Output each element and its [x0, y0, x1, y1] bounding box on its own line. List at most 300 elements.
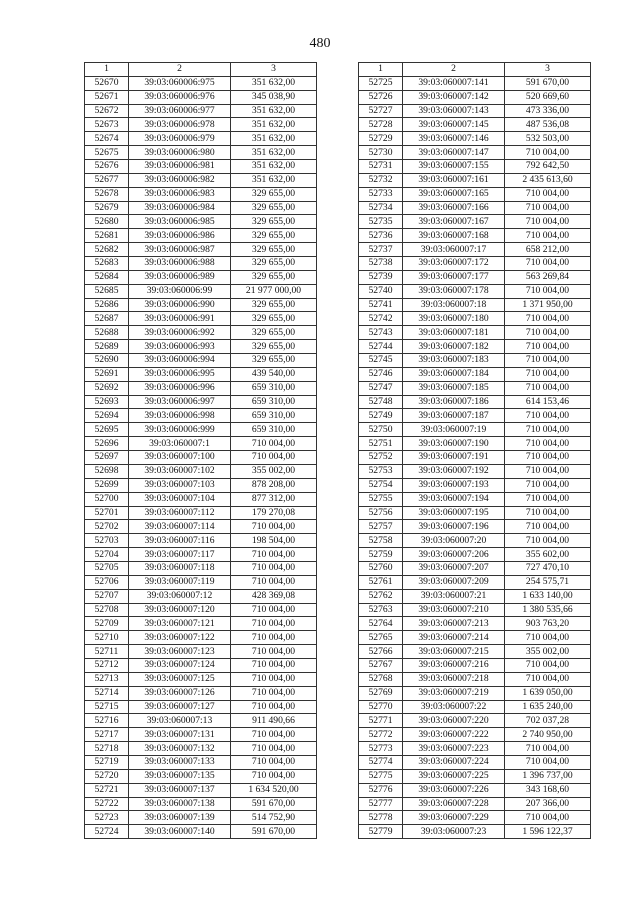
value-cell: 710 004,00: [505, 755, 591, 769]
cadastral-number-cell: 39:03:060007:195: [403, 506, 505, 520]
value-cell: 1 635 240,00: [505, 700, 591, 714]
row-number-cell: 52730: [359, 146, 403, 160]
value-cell: 329 655,00: [231, 354, 317, 368]
cadastral-number-cell: 39:03:060007:191: [403, 451, 505, 465]
cadastral-number-cell: 39:03:060007:209: [403, 575, 505, 589]
row-number-cell: 52758: [359, 534, 403, 548]
cadastral-number-cell: 39:03:060007:185: [403, 381, 505, 395]
value-cell: 329 655,00: [231, 229, 317, 243]
value-cell: 877 312,00: [231, 492, 317, 506]
cadastral-number-cell: 39:03:060007:228: [403, 797, 505, 811]
cadastral-number-cell: 39:03:060006:988: [129, 257, 231, 271]
table-row: [85, 326, 317, 340]
cadastral-number-cell: 39:03:060007:216: [403, 658, 505, 672]
table-row: [359, 90, 591, 104]
page-number: 480: [309, 36, 331, 51]
row-number-cell: 52754: [359, 478, 403, 492]
value-cell: 710 004,00: [505, 284, 591, 298]
row-number-cell: 52672: [85, 104, 129, 118]
value-cell: 439 540,00: [231, 367, 317, 381]
cadastral-number-cell: 39:03:060006:978: [129, 118, 231, 132]
value-cell: 710 004,00: [231, 742, 317, 756]
table-row: [359, 367, 591, 381]
value-cell: 710 004,00: [231, 658, 317, 672]
table-row: [359, 146, 591, 160]
value-cell: 329 655,00: [231, 298, 317, 312]
value-cell: 21 977 000,00: [231, 284, 317, 298]
value-cell: 614 153,46: [505, 395, 591, 409]
table-row: [85, 381, 317, 395]
row-number-cell: 52767: [359, 658, 403, 672]
table-row: [85, 270, 317, 284]
cadastral-number-cell: 39:03:060007:226: [403, 783, 505, 797]
cadastral-number-cell: 39:03:060007:124: [129, 658, 231, 672]
row-number-cell: 52777: [359, 797, 403, 811]
value-cell: 343 168,60: [505, 783, 591, 797]
value-cell: 355 002,00: [505, 645, 591, 659]
row-number-cell: 52748: [359, 395, 403, 409]
value-cell: 1 371 950,00: [505, 298, 591, 312]
value-cell: 710 004,00: [505, 811, 591, 825]
cadastral-number-cell: 39:03:060006:994: [129, 354, 231, 368]
table-row: [85, 755, 317, 769]
row-number-cell: 52700: [85, 492, 129, 506]
value-cell: 1 396 737,00: [505, 769, 591, 783]
table-row: [85, 728, 317, 742]
cadastral-number-cell: 39:03:060007:135: [129, 769, 231, 783]
cadastral-number-cell: 39:03:060007:167: [403, 215, 505, 229]
row-number-cell: 52737: [359, 243, 403, 257]
table-row: [359, 589, 591, 603]
table-row: [85, 700, 317, 714]
table-row: [85, 575, 317, 589]
table-row: [85, 672, 317, 686]
value-cell: 659 310,00: [231, 423, 317, 437]
table-row: [85, 423, 317, 437]
row-number-cell: 52764: [359, 617, 403, 631]
cadastral-number-cell: 39:03:060007:207: [403, 561, 505, 575]
table-row: [85, 257, 317, 271]
row-number-cell: 52731: [359, 160, 403, 174]
table-row: [359, 326, 591, 340]
header-col-1: 1: [85, 63, 129, 77]
cadastral-number-cell: 39:03:060006:983: [129, 187, 231, 201]
table-row: [85, 187, 317, 201]
table-row: [359, 201, 591, 215]
row-number-cell: 52751: [359, 437, 403, 451]
row-number-cell: 52773: [359, 742, 403, 756]
row-number-cell: 52699: [85, 478, 129, 492]
table-row: [359, 381, 591, 395]
table-row: [85, 298, 317, 312]
row-number-cell: 52678: [85, 187, 129, 201]
value-cell: 710 004,00: [231, 755, 317, 769]
row-number-cell: 52738: [359, 257, 403, 271]
value-cell: 351 632,00: [231, 104, 317, 118]
value-cell: 710 004,00: [231, 575, 317, 589]
cadastral-number-cell: 39:03:060007:112: [129, 506, 231, 520]
row-number-cell: 52774: [359, 755, 403, 769]
row-number-cell: 52670: [85, 76, 129, 90]
table-row: [85, 367, 317, 381]
value-cell: 710 004,00: [505, 215, 591, 229]
value-cell: 487 536,08: [505, 118, 591, 132]
value-cell: 727 470,10: [505, 561, 591, 575]
row-number-cell: 52687: [85, 312, 129, 326]
table-row: [85, 312, 317, 326]
table-row: [359, 215, 591, 229]
value-cell: 710 004,00: [231, 672, 317, 686]
row-number-cell: 52736: [359, 229, 403, 243]
row-number-cell: 52671: [85, 90, 129, 104]
cadastral-number-cell: 39:03:060007:220: [403, 714, 505, 728]
table-row: [359, 409, 591, 423]
row-number-cell: 52746: [359, 367, 403, 381]
cadastral-number-cell: 39:03:060006:998: [129, 409, 231, 423]
value-cell: 903 763,20: [505, 617, 591, 631]
value-cell: 710 004,00: [505, 326, 591, 340]
table-row: [359, 451, 591, 465]
table-row: [359, 492, 591, 506]
table-row: [85, 284, 317, 298]
value-cell: 710 004,00: [231, 617, 317, 631]
cadastral-number-cell: 39:03:060007:139: [129, 811, 231, 825]
table-row: [359, 173, 591, 187]
cadastral-number-cell: 39:03:060007:225: [403, 769, 505, 783]
cadastral-number-cell: 39:03:060007:214: [403, 631, 505, 645]
row-number-cell: 52712: [85, 658, 129, 672]
cadastral-number-cell: 39:03:060006:995: [129, 367, 231, 381]
value-cell: 878 208,00: [231, 478, 317, 492]
table-row: [85, 243, 317, 257]
value-cell: 355 002,00: [231, 464, 317, 478]
row-number-cell: 52707: [85, 589, 129, 603]
cadastral-number-cell: 39:03:060007:183: [403, 354, 505, 368]
value-cell: 351 632,00: [231, 118, 317, 132]
table-row: [85, 478, 317, 492]
value-cell: 254 575,71: [505, 575, 591, 589]
table-row: [85, 173, 317, 187]
table-row: [359, 229, 591, 243]
table-row: [85, 76, 317, 90]
row-number-cell: 52755: [359, 492, 403, 506]
table-row: [359, 645, 591, 659]
table-row: [85, 90, 317, 104]
cadastral-number-cell: 39:03:060006:981: [129, 160, 231, 174]
value-cell: 351 632,00: [231, 76, 317, 90]
table-row: [359, 534, 591, 548]
table-row: [85, 742, 317, 756]
cadastral-number-cell: 39:03:060007:114: [129, 520, 231, 534]
value-cell: 351 632,00: [231, 132, 317, 146]
table-row: [85, 589, 317, 603]
cadastral-number-cell: 39:03:060007:192: [403, 464, 505, 478]
cadastral-number-cell: 39:03:060007:140: [129, 825, 231, 839]
value-cell: 1 380 535,66: [505, 603, 591, 617]
cadastral-number-cell: 39:03:060007:13: [129, 714, 231, 728]
cadastral-number-cell: 39:03:060007:1: [129, 437, 231, 451]
cadastral-number-cell: 39:03:060007:196: [403, 520, 505, 534]
table-row: [359, 561, 591, 575]
row-number-cell: 52735: [359, 215, 403, 229]
cadastral-number-cell: 39:03:060007:229: [403, 811, 505, 825]
row-number-cell: 52725: [359, 76, 403, 90]
table-row: [85, 146, 317, 160]
value-cell: 710 004,00: [231, 631, 317, 645]
table-row: [85, 520, 317, 534]
table-row: [85, 451, 317, 465]
table-row: [359, 825, 591, 839]
row-number-cell: 52768: [359, 672, 403, 686]
cadastral-number-cell: 39:03:060007:120: [129, 603, 231, 617]
cadastral-number-cell: 39:03:060007:215: [403, 645, 505, 659]
row-number-cell: 52690: [85, 354, 129, 368]
table-row: [85, 354, 317, 368]
table-row: [85, 160, 317, 174]
row-number-cell: 52711: [85, 645, 129, 659]
cadastral-number-cell: 39:03:060006:996: [129, 381, 231, 395]
row-number-cell: 52716: [85, 714, 129, 728]
table-row: [359, 464, 591, 478]
cadastral-number-cell: 39:03:060007:102: [129, 464, 231, 478]
value-cell: 710 004,00: [231, 728, 317, 742]
row-number-cell: 52681: [85, 229, 129, 243]
cadastral-number-cell: 39:03:060007:222: [403, 728, 505, 742]
cadastral-number-cell: 39:03:060006:99: [129, 284, 231, 298]
value-cell: 473 336,00: [505, 104, 591, 118]
row-number-cell: 52769: [359, 686, 403, 700]
table-row: [359, 437, 591, 451]
cadastral-number-cell: 39:03:060007:194: [403, 492, 505, 506]
row-number-cell: 52727: [359, 104, 403, 118]
value-cell: 658 212,00: [505, 243, 591, 257]
table-row: [85, 132, 317, 146]
value-cell: 329 655,00: [231, 270, 317, 284]
cadastral-number-cell: 39:03:060007:141: [403, 76, 505, 90]
cadastral-number-cell: 39:03:060007:206: [403, 548, 505, 562]
table-row: [359, 423, 591, 437]
row-number-cell: 52691: [85, 367, 129, 381]
value-cell: 710 004,00: [505, 409, 591, 423]
value-cell: 710 004,00: [505, 506, 591, 520]
row-number-cell: 52724: [85, 825, 129, 839]
row-number-cell: 52698: [85, 464, 129, 478]
right-table-body: [359, 76, 591, 838]
left-table: [84, 62, 317, 839]
value-cell: 710 004,00: [231, 451, 317, 465]
table-row: [85, 769, 317, 783]
table-row: [359, 520, 591, 534]
cadastral-number-cell: 39:03:060007:138: [129, 797, 231, 811]
row-number-cell: 52747: [359, 381, 403, 395]
table-row: [85, 215, 317, 229]
row-number-cell: 52689: [85, 340, 129, 354]
value-cell: 563 269,84: [505, 270, 591, 284]
table-row: [85, 506, 317, 520]
header-col-1: 1: [359, 63, 403, 77]
row-number-cell: 52695: [85, 423, 129, 437]
table-row: [359, 714, 591, 728]
table-row: [359, 160, 591, 174]
cadastral-number-cell: 39:03:060007:187: [403, 409, 505, 423]
cadastral-number-cell: 39:03:060006:999: [129, 423, 231, 437]
cadastral-number-cell: 39:03:060007:132: [129, 742, 231, 756]
row-number-cell: 52722: [85, 797, 129, 811]
table-row: [359, 478, 591, 492]
row-number-cell: 52728: [359, 118, 403, 132]
row-number-cell: 52734: [359, 201, 403, 215]
value-cell: 710 004,00: [231, 700, 317, 714]
value-cell: 2 740 950,00: [505, 728, 591, 742]
table-row: [359, 755, 591, 769]
table-row: [359, 243, 591, 257]
cadastral-number-cell: 39:03:060007:182: [403, 340, 505, 354]
table-row: [85, 548, 317, 562]
row-number-cell: 52709: [85, 617, 129, 631]
row-number-cell: 52696: [85, 437, 129, 451]
value-cell: 710 004,00: [231, 548, 317, 562]
table-row: [359, 631, 591, 645]
value-cell: 792 642,50: [505, 160, 591, 174]
row-number-cell: 52732: [359, 173, 403, 187]
cadastral-number-cell: 39:03:060007:180: [403, 312, 505, 326]
value-cell: 329 655,00: [231, 201, 317, 215]
row-number-cell: 52680: [85, 215, 129, 229]
cadastral-number-cell: 39:03:060007:166: [403, 201, 505, 215]
table-row: [359, 284, 591, 298]
row-number-cell: 52717: [85, 728, 129, 742]
cadastral-number-cell: 39:03:060007:103: [129, 478, 231, 492]
value-cell: 532 503,00: [505, 132, 591, 146]
table-row: [359, 76, 591, 90]
row-number-cell: 52697: [85, 451, 129, 465]
cadastral-number-cell: 39:03:060007:155: [403, 160, 505, 174]
cadastral-number-cell: 39:03:060007:177: [403, 270, 505, 284]
row-number-cell: 52706: [85, 575, 129, 589]
cadastral-number-cell: 39:03:060007:223: [403, 742, 505, 756]
row-number-cell: 52772: [359, 728, 403, 742]
table-row: [85, 686, 317, 700]
left-table-body: [85, 76, 317, 838]
row-number-cell: 52675: [85, 146, 129, 160]
table-row: [85, 631, 317, 645]
row-number-cell: 52752: [359, 451, 403, 465]
value-cell: 514 752,90: [231, 811, 317, 825]
header-col-3: 3: [231, 63, 317, 77]
row-number-cell: 52703: [85, 534, 129, 548]
table-row: [85, 229, 317, 243]
cadastral-number-cell: 39:03:060007:184: [403, 367, 505, 381]
row-number-cell: 52714: [85, 686, 129, 700]
value-cell: 710 004,00: [505, 492, 591, 506]
cadastral-number-cell: 39:03:060007:142: [403, 90, 505, 104]
table-row: [85, 825, 317, 839]
value-cell: 710 004,00: [231, 520, 317, 534]
value-cell: 710 004,00: [231, 561, 317, 575]
value-cell: 710 004,00: [231, 686, 317, 700]
cadastral-number-cell: 39:03:060007:12: [129, 589, 231, 603]
table-row: [85, 395, 317, 409]
value-cell: 659 310,00: [231, 381, 317, 395]
row-number-cell: 52741: [359, 298, 403, 312]
table-row: [85, 603, 317, 617]
cadastral-number-cell: 39:03:060007:23: [403, 825, 505, 839]
table-row: [359, 257, 591, 271]
cadastral-number-cell: 39:03:060007:224: [403, 755, 505, 769]
row-number-cell: 52715: [85, 700, 129, 714]
value-cell: 351 632,00: [231, 160, 317, 174]
row-number-cell: 52684: [85, 270, 129, 284]
cadastral-number-cell: 39:03:060007:181: [403, 326, 505, 340]
table-row: [359, 395, 591, 409]
value-cell: 355 602,00: [505, 548, 591, 562]
table-row: [85, 118, 317, 132]
row-number-cell: 52753: [359, 464, 403, 478]
row-number-cell: 52677: [85, 173, 129, 187]
value-cell: 710 004,00: [505, 520, 591, 534]
cadastral-number-cell: 39:03:060007:143: [403, 104, 505, 118]
value-cell: 591 670,00: [505, 76, 591, 90]
cadastral-number-cell: 39:03:060006:993: [129, 340, 231, 354]
table-row: [359, 811, 591, 825]
table-row: [85, 340, 317, 354]
value-cell: 179 270,08: [231, 506, 317, 520]
cadastral-number-cell: 39:03:060007:147: [403, 146, 505, 160]
row-number-cell: 52766: [359, 645, 403, 659]
table-row: [359, 354, 591, 368]
value-cell: 710 004,00: [505, 146, 591, 160]
value-cell: 659 310,00: [231, 409, 317, 423]
value-cell: 710 004,00: [505, 534, 591, 548]
table-row: [85, 658, 317, 672]
value-cell: 351 632,00: [231, 146, 317, 160]
cadastral-number-cell: 39:03:060006:977: [129, 104, 231, 118]
row-number-cell: 52744: [359, 340, 403, 354]
value-cell: 591 670,00: [231, 825, 317, 839]
row-number-cell: 52770: [359, 700, 403, 714]
table-row: [85, 492, 317, 506]
cadastral-number-cell: 39:03:060006:989: [129, 270, 231, 284]
cadastral-number-cell: 39:03:060007:20: [403, 534, 505, 548]
cadastral-number-cell: 39:03:060006:991: [129, 312, 231, 326]
header-col-3: 3: [505, 63, 591, 77]
table-row: [85, 797, 317, 811]
cadastral-number-cell: 39:03:060006:986: [129, 229, 231, 243]
cadastral-number-cell: 39:03:060007:119: [129, 575, 231, 589]
cadastral-number-cell: 39:03:060007:19: [403, 423, 505, 437]
row-number-cell: 52701: [85, 506, 129, 520]
value-cell: 710 004,00: [231, 603, 317, 617]
row-number-cell: 52739: [359, 270, 403, 284]
value-cell: 710 004,00: [505, 631, 591, 645]
cadastral-number-cell: 39:03:060007:146: [403, 132, 505, 146]
cadastral-number-cell: 39:03:060007:193: [403, 478, 505, 492]
value-cell: 2 435 613,60: [505, 173, 591, 187]
table-row: [359, 187, 591, 201]
table-row: [359, 575, 591, 589]
table-row: [359, 797, 591, 811]
value-cell: 710 004,00: [505, 229, 591, 243]
row-number-cell: 52682: [85, 243, 129, 257]
cadastral-number-cell: 39:03:060007:210: [403, 603, 505, 617]
value-cell: 710 004,00: [505, 658, 591, 672]
value-cell: 710 004,00: [505, 354, 591, 368]
cadastral-number-cell: 39:03:060007:127: [129, 700, 231, 714]
row-number-cell: 52694: [85, 409, 129, 423]
table-row: [359, 104, 591, 118]
value-cell: 329 655,00: [231, 340, 317, 354]
header-col-2: 2: [129, 63, 231, 77]
